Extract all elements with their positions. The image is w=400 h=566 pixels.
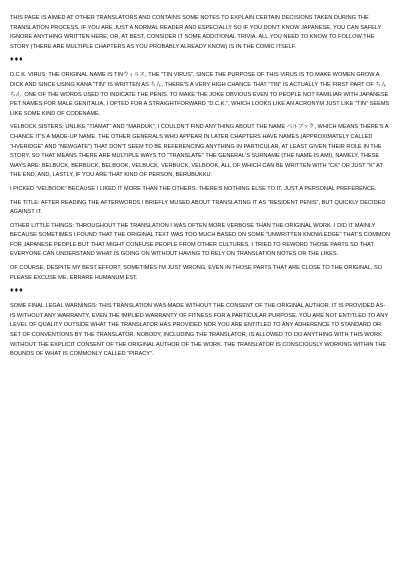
separator-diamonds: ♦♦♦: [10, 56, 24, 64]
dck-virus-note: D.C.K. VIRUS: THE ORIGINAL NAME IS TINウィルス, THE "TIN VIRUS". SINCE THE PURPOSE OF THIS VIRUS IS TO MAKE WOMEN GROW A DICK AND SINCE USING KANA "TIN" IS WRITTEN AS ちん, THERE'S A VERY HIGH CHANCE THAT "TIN" IS ACTUALLY THE FIRST PART OF ちんちん, ONE OF THE WORDS USED TO INDICATE THE PENIS. TO MAKE THE JOKE OBVIOUS EVEN TO PEOPLE NOT FAMILIAR WITH JAPANESE PET NAMES FOR MALE GENITALIA, I OPTED FOR A STRAIGHTFORWARD "D.C.K.", WHICH LOOKS LIKE AN ACRONYM JUST LIKE "TIN" SEEMS LIKE SOME KIND OF CODENAME.: [10, 72, 390, 117]
separator-diamonds: ♦♦♦: [10, 287, 24, 295]
legal-warnings: SOME FINAL LEGAL WARNINGS: THIS TRANSLATION WAS MADE WITHOUT THE CONSENT OF THE ORIGINAL AUTHOR. IT IS PROVIDED AS-IS WITHOUT ANY WARRANTY, EVEN THE IMPLIED WARRANTY OF FITNESS FOR A PARTICULAR PURPOSE. YOU ARE NOT ENTITLED TO ANY LEVEL OF QUALITY OUTSIDE WHAT THE TRANSLATOR HAS PROVIDED NOR YOU ARE ENTITLED TO ANY ADHERENCE TO STANDARD OR SET OF CONVENTIONS BY THE TRANSLATOR. NOBODY, INCLUDING THE TRANSLATOR, IS ALLOWED TO DO ANYTHING WITH THIS WORK WITHOUT THE EXPLICIT CONSENT OF THE ORIGINAL AUTHOR OF THE WORK. THE TRANSLATOR IS CONSCIOUSLY WORKING WITHIN THE BOUNDS OF WHAT IS COMMONLY CALLED "PIRACY".: [10, 303, 388, 358]
apology-note: OF COURSE, DESPITE MY BEST EFFORT, SOMETIMES I'M JUST WRONG, EVEN IN THOSE PARTS THAT ARE CLOSE TO THE ORIGINAL, SO PLEASE EXCUSE ME. ERRARE HUMANUM EST.: [10, 265, 383, 281]
title-note: THE TITLE: AFTER READING THE AFTERWORDS I BRIEFLY MUSED ABOUT TRANSLATING IT AS "RESIDENT PENIS", BUT QUICKLY DECIDED AGAINST IT.: [10, 199, 386, 216]
intro-paragraph: THIS PAGE IS AIMED AT OTHER TRANSLATORS AND CONTAINS SOME NOTES TO EXPLAIN CERTAIN DECISIONS TAKEN DURING THE TRANSLATION PROCESS. IF YOU ARE JUST A NORMAL READER AND ESPECIALLY SO IF YOU DON'T KNOW JAPANESE, YOU CAN SAFELY IGNORE ANYTHING WRITTEN HERE, OR, AT BEST, CONSIDER IT SOME ADDITIONAL TRIVIA. ALL YOU NEED TO KNOW TO FOLLOW THE STORY (THERE ARE MULTIPLE CHAPTERS AS YOU PROBABLY ALREADY KNOW) IS IN THE COMIC ITSELF.: [10, 15, 382, 50]
other-things-note: OTHER LITTLE THINGS: THROUGHOUT THE TRANSLATION I WAS OFTEN MORE VERBOSE THAN THE ORIGINAL WORK. I DID IT MAINLY BECAUSE SOMETIMES I FOUND THAT THE ORIGINAL TEXT WAS TOO MUCH BASED ON SOME "UNWRITTEN KNOWLEDGE" THAT'S COMMON FOR JAPANESE PEOPLE BUT THAT MIGHT CONFUSE PEOPLE FROM OTHER CULTURES. I TRIED TO REWORD THOSE PARTS SO THAT EVERYONE CAN UNDERSTAND WHAT IS GOING ON WITHOUT HAVING TO RELY ON TRANSLATION NOTES OR THE LIKES.: [10, 222, 391, 258]
velbock-sisters-note: VELBOCK SISTERS: UNLIKE "TIAMAT" AND "MARDUK", I COULDN'T FIND ANYTHING ABOUT THE NAME ベルブック, WHICH MEANS THERE'S A CHANCE IT'S A MADE-UP NAME. THE OTHER GENERALS WHO APPEAR IN LATER CHAPTERS HAVE NAMES (APPROXIMATELY CALLED "HVERIDGE" AND "NEWGATE") THAT DON'T SEEM TO BE REFERENCING ANYTHING IN PARTICULAR, AT LEAST GIVEN THEIR ROLE IN THE STORY, SO THAT MEANS THERE ARE MULTIPLE WAYS TO "TRANSLATE" THE GENERAL'S SURNAME (THE NAME IS AMI), NAMELY, THESE WAYS ARE: BELBUCK, BERBUCK, BELBOOK, VELBUCK, VERBUCK, VELBOOK, ALL OF WHICH CAN BE WRITTEN WITH "CK" OR JUST "K" AT THE END, AND, LASTLY, IF YOU ARE THAT KIND OF PERSON, BERUBUKKU.: [10, 124, 389, 179]
velbook-choice-note: I PICKED "VELBOOK" BECAUSE I LIKED IT MORE THAN THE OTHERS. THERE'S NOTHING ELSE TO IT, JUST A PERSONAL PREFERENCE.: [10, 185, 377, 192]
